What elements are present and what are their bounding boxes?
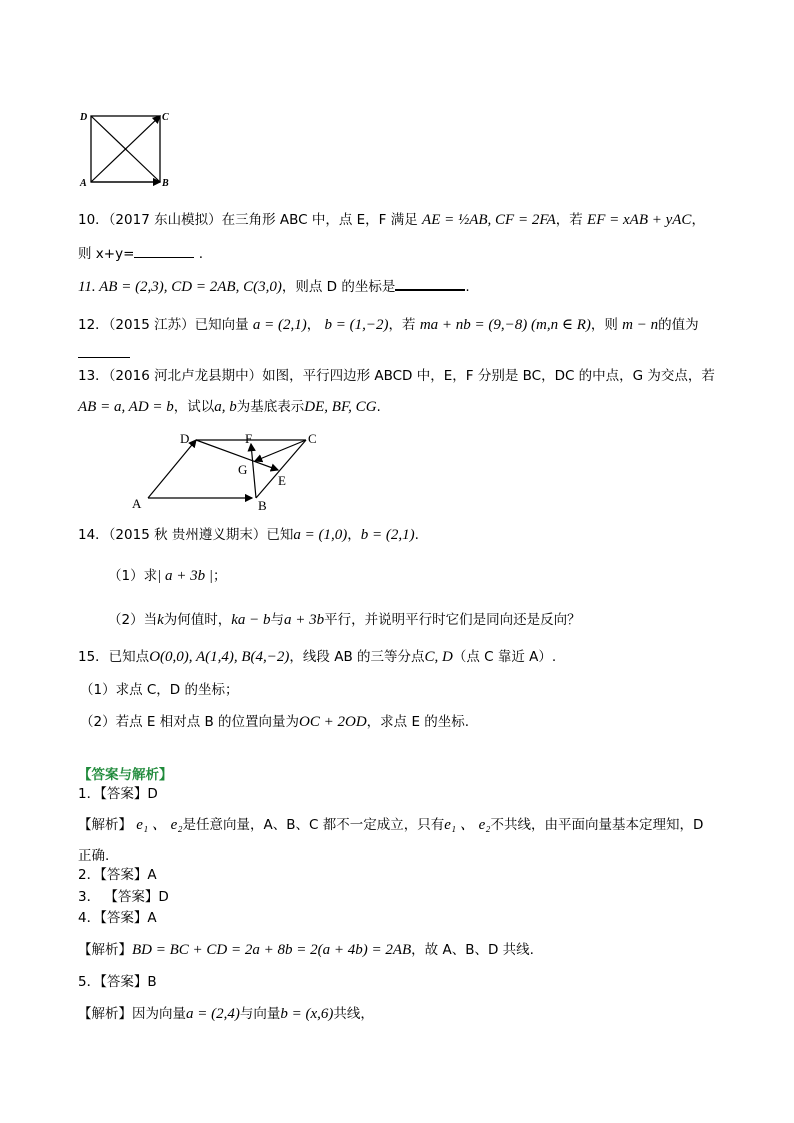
answer-blank[interactable] bbox=[395, 275, 465, 291]
label-e: E bbox=[278, 473, 286, 488]
answer-1-explanation: 【解析】 e₁ 、 e₂是任意向量，A、B、C 都不一定成立，只有e₁ 、 e₂不共线，由平面向量基本定理知，D bbox=[78, 817, 704, 833]
answer-5: 5．【答案】B bbox=[78, 974, 157, 990]
label-c: C bbox=[308, 431, 317, 446]
answer-3: 3． 【答案】D bbox=[78, 889, 169, 905]
label-f: F bbox=[245, 431, 253, 446]
answer-blank[interactable] bbox=[134, 243, 194, 258]
question-12-blank bbox=[78, 343, 130, 364]
label-b: B bbox=[258, 498, 267, 513]
label-a: A bbox=[80, 178, 87, 189]
answer-1: 1．【答案】D bbox=[78, 786, 158, 802]
answer-1-explanation-line2: 正确. bbox=[78, 848, 110, 864]
answer-4-explanation: 【解析】BD = BC + CD = 2a + 8b = 2(a + 4b) = 2AB，故 A、B、D 共线. bbox=[78, 942, 534, 958]
label-a: A bbox=[132, 496, 142, 511]
question-13: 13．（2016 河北卢龙县期中）如图，平行四边形 ABCD 中，E，F 分别是 BC，DC 的中点，G 为交点，若 bbox=[78, 368, 715, 384]
question-10: 10．（2017 东山模拟）在三角形 ABC 中，点 E，F 满足 AE = ½AB, CF = 2FA，若 EF = xAB + yAC， bbox=[78, 212, 705, 228]
square-figure bbox=[76, 108, 176, 190]
answer-5-explanation: 【解析】因为向量a = (2,4)与向量b = (x,6)共线， bbox=[78, 1006, 374, 1022]
question-15-part2: （2）若点 E 相对点 B 的位置向量为OC + 2OD，求点 E 的坐标. bbox=[80, 714, 470, 730]
question-11: 11. AB = (2,3), CD = 2AB, C(3,0)，则点 D 的坐标是 . bbox=[78, 275, 470, 297]
parallelogram-figure bbox=[128, 428, 328, 516]
question-10-line2: 则 x+y= . bbox=[78, 243, 203, 264]
answer-4: 4．【答案】A bbox=[78, 910, 157, 926]
label-d: D bbox=[80, 112, 88, 123]
label-b: B bbox=[162, 178, 169, 189]
question-14-part2: （2）当k为何值时，ka − b与a + 3b平行，并说明平行时它们是同向还是反向？ bbox=[108, 612, 581, 628]
question-15-part1: （1）求点 C，D 的坐标； bbox=[80, 682, 239, 698]
answer-blank[interactable] bbox=[78, 343, 130, 358]
label-c: C bbox=[162, 112, 169, 123]
question-12: 12．（2015 江苏）已知向量 a = (2,1)， b = (1,−2)，若 ma + nb = (9,−8) (m,n ∈ R)，则 m − n的值为 bbox=[78, 317, 699, 333]
answer-2: 2．【答案】A bbox=[78, 867, 157, 883]
question-14-part1: （1）求| a + 3b |； bbox=[108, 568, 227, 584]
answers-heading: 【答案与解析】 bbox=[78, 767, 173, 783]
question-14: 14．（2015 秋 贵州遵义期末）已知a = (1,0)，b = (2,1). bbox=[78, 527, 419, 543]
question-15: 15．已知点O(0,0), A(1,4), B(4,−2)，线段 AB 的三等分点C, D（点 C 靠近 A）. bbox=[78, 649, 557, 665]
label-d: D bbox=[180, 431, 190, 446]
question-13-line2: AB = a, AD = b，试以a, b为基底表示DE, BF, CG. bbox=[78, 399, 381, 415]
label-g: G bbox=[238, 462, 248, 477]
